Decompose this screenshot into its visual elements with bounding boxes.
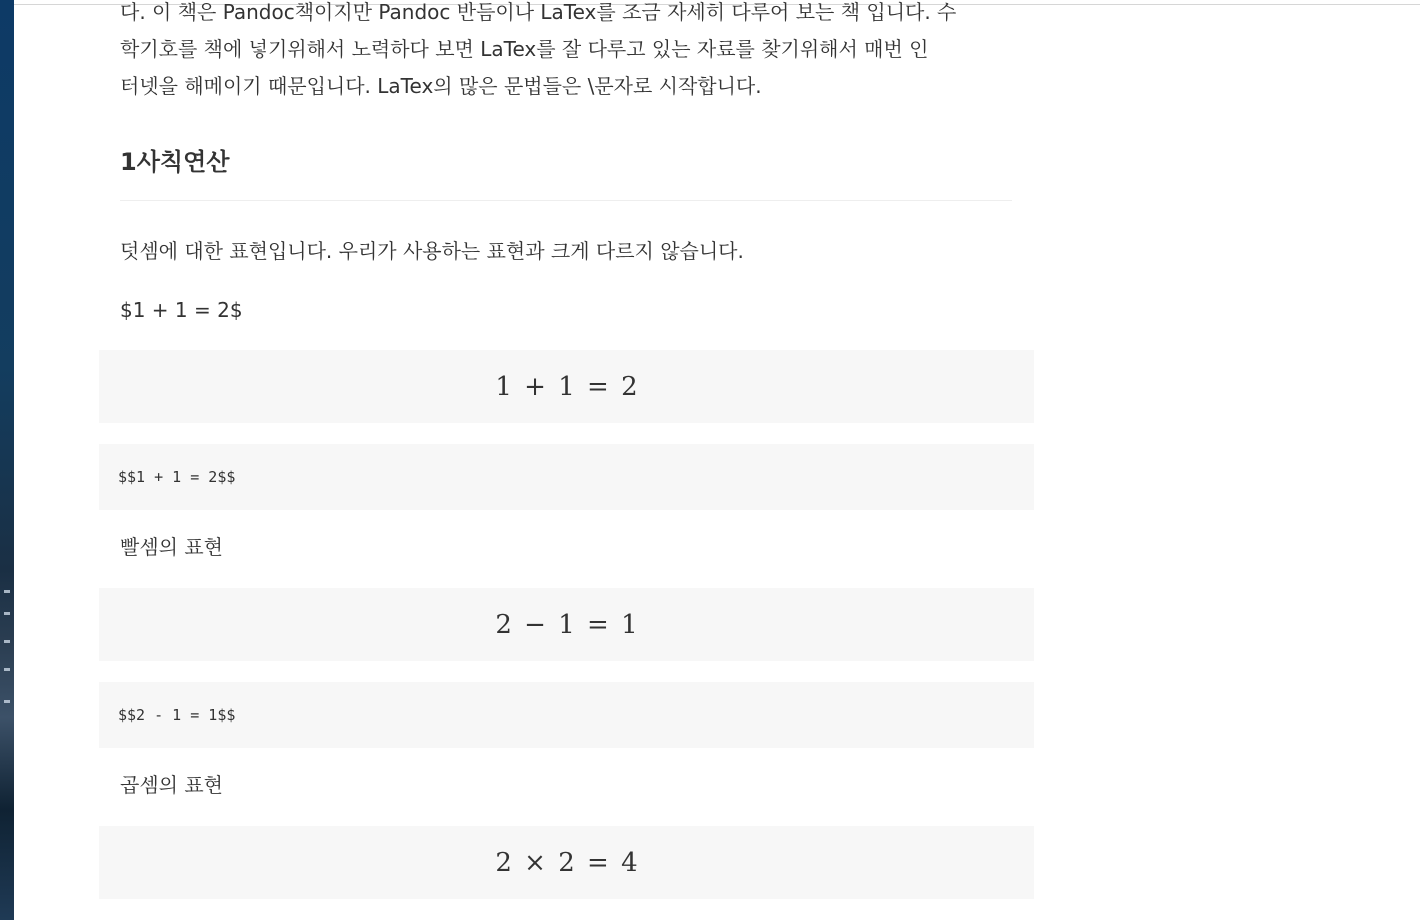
city-light — [4, 668, 10, 671]
section-heading: 1사칙연산 — [120, 148, 230, 176]
multiplication-math-display: 2 × 2 = 4 — [99, 826, 1034, 899]
city-light — [4, 590, 10, 593]
addition-code-block[interactable]: $$1 + 1 = 2$$ — [99, 444, 1034, 510]
addition-math-display: 1 + 1 = 2 — [99, 350, 1034, 423]
multiplication-description: 곱셈의 표현 — [120, 773, 223, 797]
city-light — [4, 612, 10, 615]
subtraction-description: 빨셈의 표현 — [120, 535, 223, 559]
heading-divider — [120, 200, 1012, 201]
addition-description: 덧셈에 대한 표현입니다. 우리가 사용하는 표현과 크게 다르지 않습니다. — [120, 239, 744, 263]
intro-line-2: 학기호를 책에 넣기위해서 노력하다 보면 LaTex를 잘 다루고 있는 자료를 찾기위해서 매번 인 — [120, 37, 929, 61]
subtraction-code-block[interactable]: $$2 - 1 = 1$$ — [99, 682, 1034, 748]
addition-inline-source: $1 + 1 = 2$ — [120, 298, 243, 322]
subtraction-math-display: 2 − 1 = 1 — [99, 588, 1034, 661]
intro-line-1: 다. 이 책은 Pandoc책이지만 Pandoc 반듬이나 LaTex를 조금 자세히 다루어 보는 책 입니다. 수 — [120, 0, 957, 24]
city-light — [4, 640, 10, 643]
intro-line-3: 터넷을 해메이기 때문입니다. LaTex의 많은 문법들은 \문자로 시작합니다. — [120, 74, 762, 98]
intro-paragraph — [120, 0, 1012, 105]
background-window-edge — [0, 0, 14, 920]
city-light — [4, 700, 10, 703]
